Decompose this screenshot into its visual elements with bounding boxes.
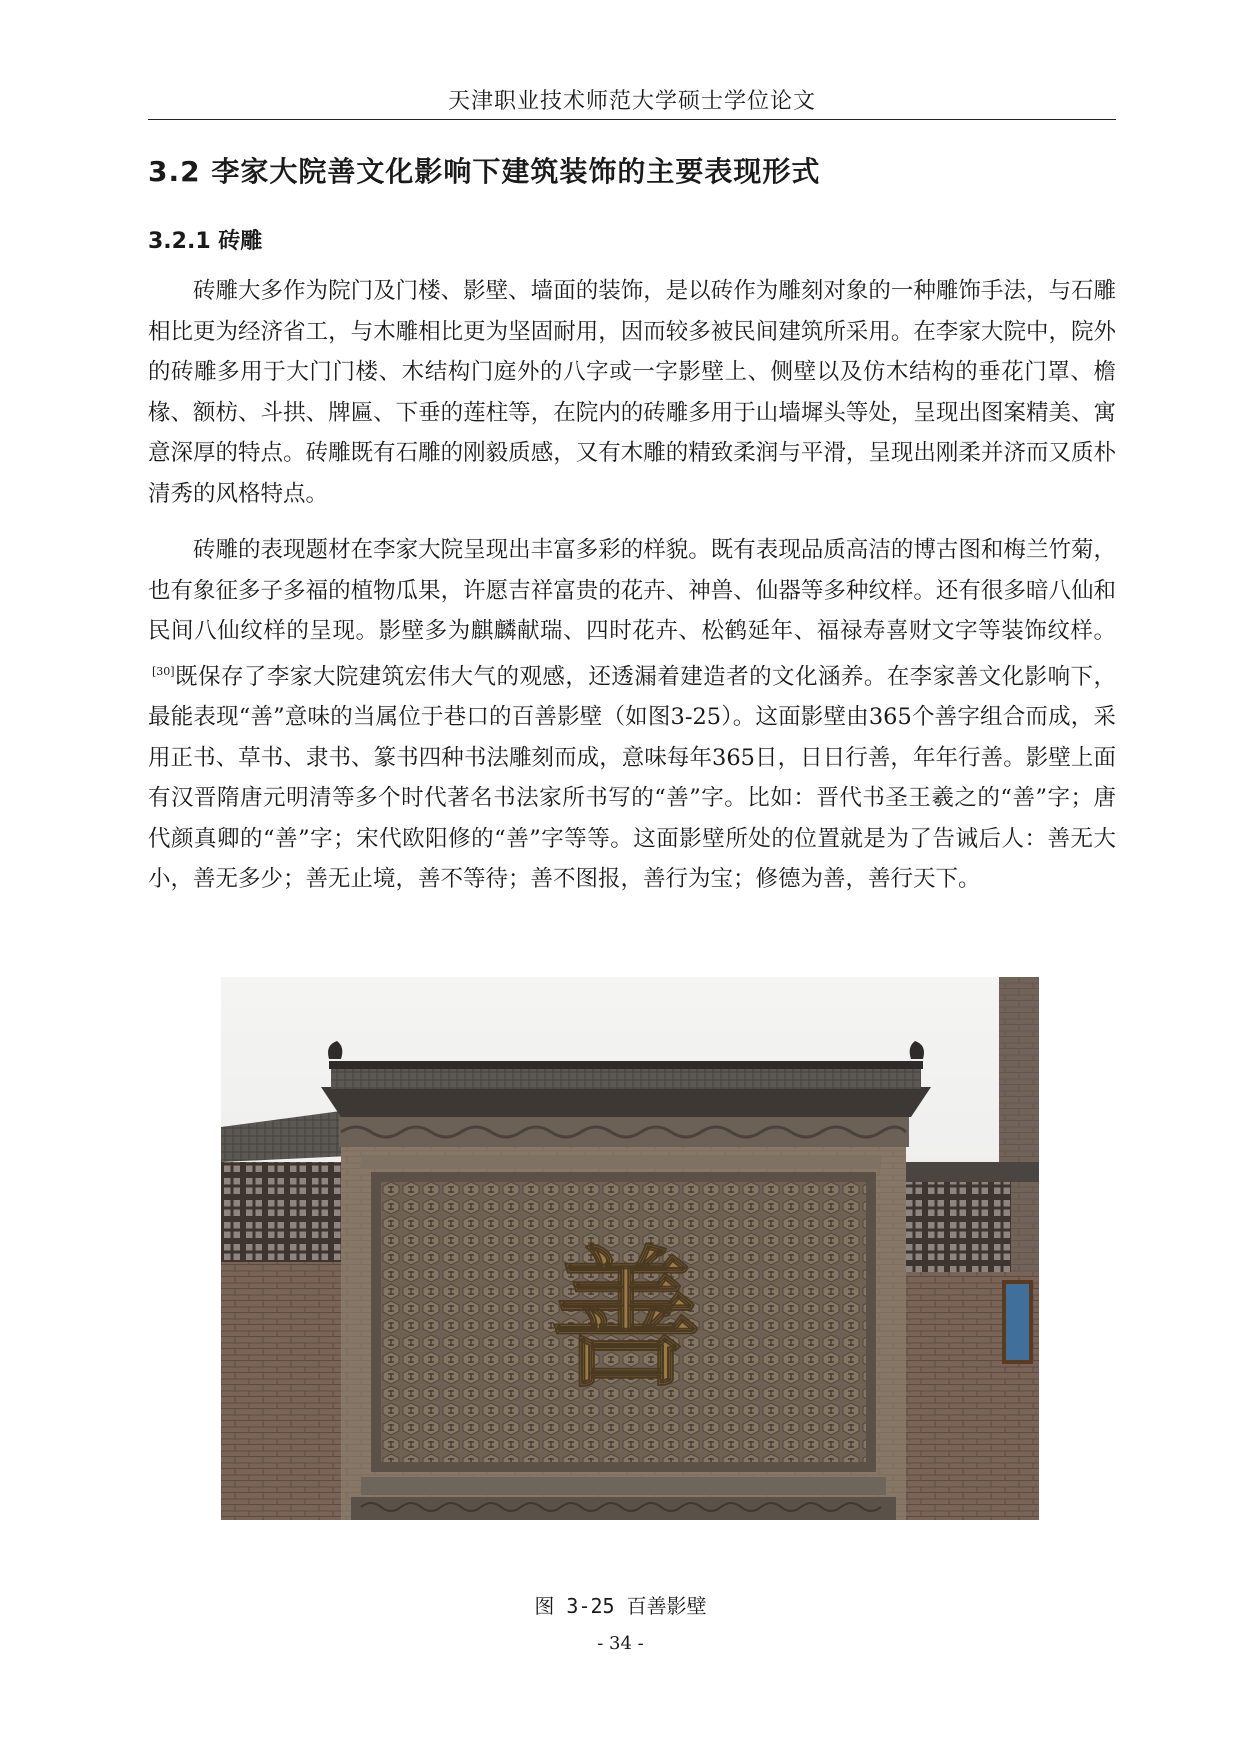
figure-caption: 图 3-25 百善影壁 [534,1594,707,1618]
center-glyph: 善 [550,1234,702,1408]
screen-wall-roof [321,1087,931,1117]
running-header: 天津职业技术师范大学硕士学位论文 [447,89,816,114]
paragraph-1: 砖雕大多作为院门及门楼、影壁、墙面的装饰，是以砖作为雕刻对象的一种雕饰手法，与石雕相比更为经济省工，与木雕相比更为坚固耐用，因而较多被民间建筑所采用。在李家大院中，院外的砖雕多用于大门门楼、木结构门庭外的八字或一字影壁上、侧壁以及仿木结构的垂花门罩、檐椽、额枋、斗拱、牌匾、下垂的莲柱等，在院内的砖雕多用于山墙墀头等处，呈现出图案精美、寓意深厚的特点。砖雕既有石雕的刚毅质感，又有木雕的精致柔润与平滑，呈现出刚柔并济而又质朴清秀的风格特点。 [148,278,1116,507]
paragraph-2-text-b: 既保存了李家大院建筑宏伟大气的观感，还透漏着建造者的文化涵养。在李家善文化影响下，最能表现“善”意味的当属位于巷口的百善影壁（如图3-25）。这面影壁由365个善字组合而成，采用正书、草书、隶书、篆书四种书法雕刻而成，意味每年365日，日日行善，年年行善。影壁上面有汉晋隋唐元明清等多个时代著名书法家所书写的“善”字。比如：晋代书圣王羲之的“善”字；唐代颜真卿的“善”字；宋代欧阳修的“善”字等等。这面影壁所处的位置就是为了告诫后人：善无大小，善无多少；善无止境，善不等待；善不图报，善行为宝；修德为善，善行天下。 [148,663,1116,892]
paragraph-2-text-a: 砖雕的表现题材在李家大院呈现出丰富多彩的样貌。既有表现品质高洁的博古图和梅兰竹菊，也有象征多子多福的植物瓜果，许愿吉祥富贵的花卉、神兽、仙器等多种纹样。还有很多暗八仙和民间八仙纹样的呈现。影壁多为麒麟献瑞、四时花卉、松鹤延年、福禄寿喜财文字等装饰纹样。 [148,537,1116,644]
header-rule [148,119,1116,120]
notice-board [1004,1282,1031,1362]
subsection-heading: 3.2.1 砖雕 [148,229,263,254]
right-wall-lattice [901,1182,1011,1272]
paragraph-2 [148,530,1116,900]
section-heading: 3.2 李家大院善文化影响下建筑装饰的主要表现形式 [148,155,821,188]
right-wall-roof [901,1162,1039,1182]
page-number: - 34 - [597,1633,644,1654]
citation-marker: [30] [152,664,175,678]
figure-screen-wall-photo [221,977,1039,1520]
base-band-1 [361,1477,886,1495]
